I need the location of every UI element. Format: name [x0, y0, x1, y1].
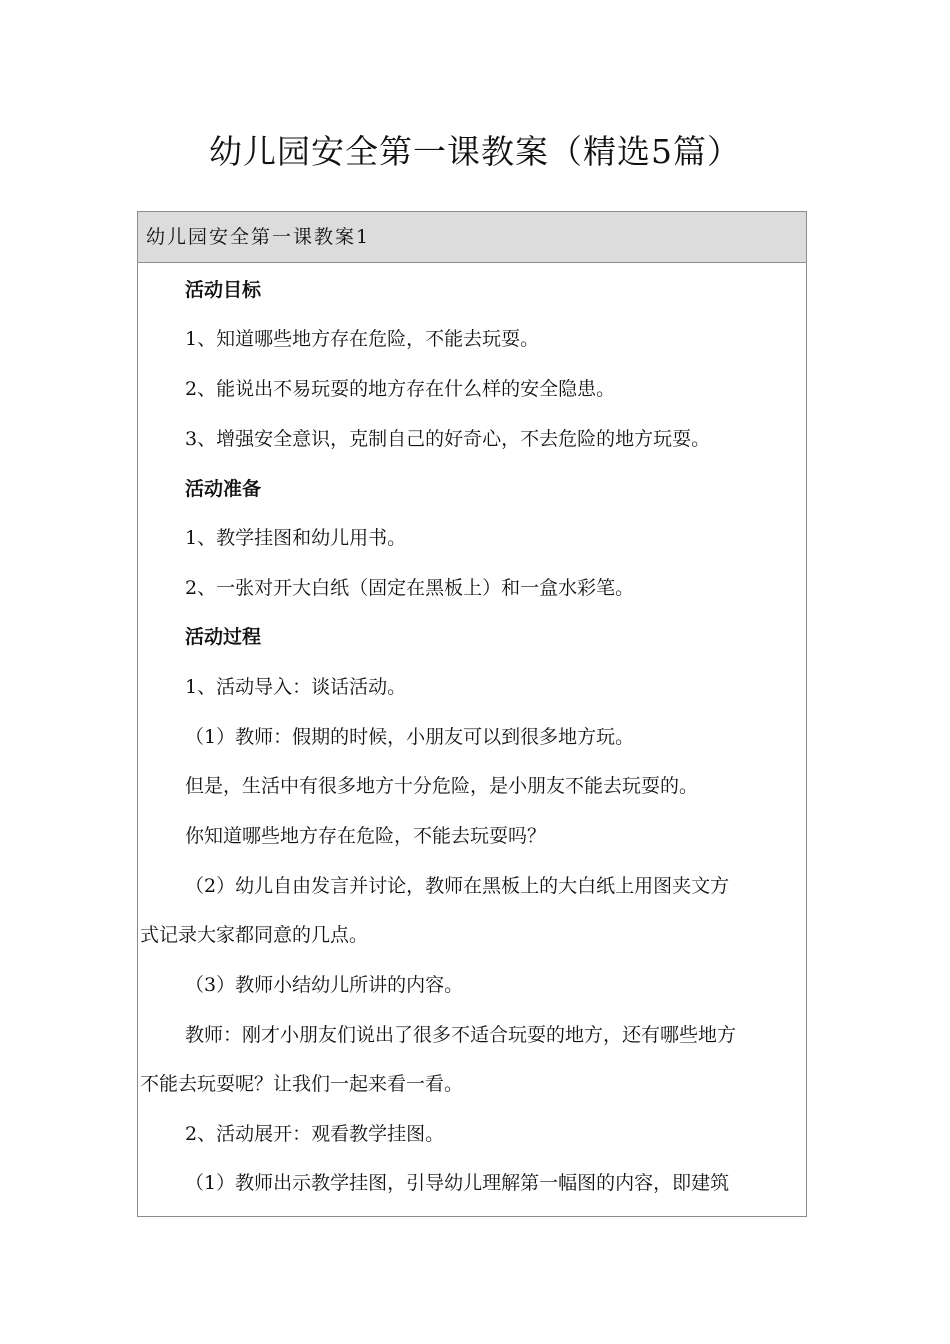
heading-activity-preparation: 活动准备: [185, 478, 262, 500]
paragraph-line: 1、知道哪些地方存在危险，不能去玩耍。: [185, 328, 540, 350]
paragraph-line: 1、教学挂图和幼儿用书。: [185, 527, 407, 549]
paragraph-line: （1）教师出示教学挂图，引导幼儿理解第一幅图的内容，即建筑: [185, 1172, 730, 1194]
paragraph-line: 你知道哪些地方存在危险，不能去玩耍吗？: [185, 825, 547, 847]
paragraph-line: 1、活动导入：谈话活动。: [185, 676, 407, 698]
heading-activity-goals: 活动目标: [185, 279, 262, 301]
paragraph-line: 教师：刚才小朋友们说出了很多不适合玩耍的地方，还有哪些地方: [185, 1024, 737, 1046]
lesson-plan-box: [137, 211, 807, 1217]
paragraph-line: 不能去玩耍呢？让我们一起来看一看。: [140, 1073, 464, 1095]
paragraph-line: （2）幼儿自由发言并讨论，教师在黑板上的大白纸上用图夹文方: [185, 875, 730, 897]
paragraph-line: （3）教师小结幼儿所讲的内容。: [185, 974, 464, 996]
section-header: 幼儿园安全第一课教案1: [138, 212, 806, 263]
heading-activity-process: 活动过程: [185, 626, 262, 648]
paragraph-line: 2、能说出不易玩耍的地方存在什么样的安全隐患。: [185, 378, 616, 400]
paragraph-line: （1）教师：假期的时候，小朋友可以到很多地方玩。: [185, 726, 635, 748]
paragraph-line: 式记录大家都同意的几点。: [140, 924, 369, 946]
paragraph-line: 但是，生活中有很多地方十分危险，是小朋友不能去玩耍的。: [185, 775, 699, 797]
paragraph-line: 2、一张对开大白纸（固定在黑板上）和一盒水彩笔。: [185, 577, 635, 599]
paragraph-line: 2、活动展开：观看教学挂图。: [185, 1123, 445, 1145]
document-title: 幼儿园安全第一课教案（精选5篇）: [209, 132, 741, 171]
paragraph-line: 3、增强安全意识，克制自己的好奇心，不去危险的地方玩耍。: [185, 428, 711, 450]
